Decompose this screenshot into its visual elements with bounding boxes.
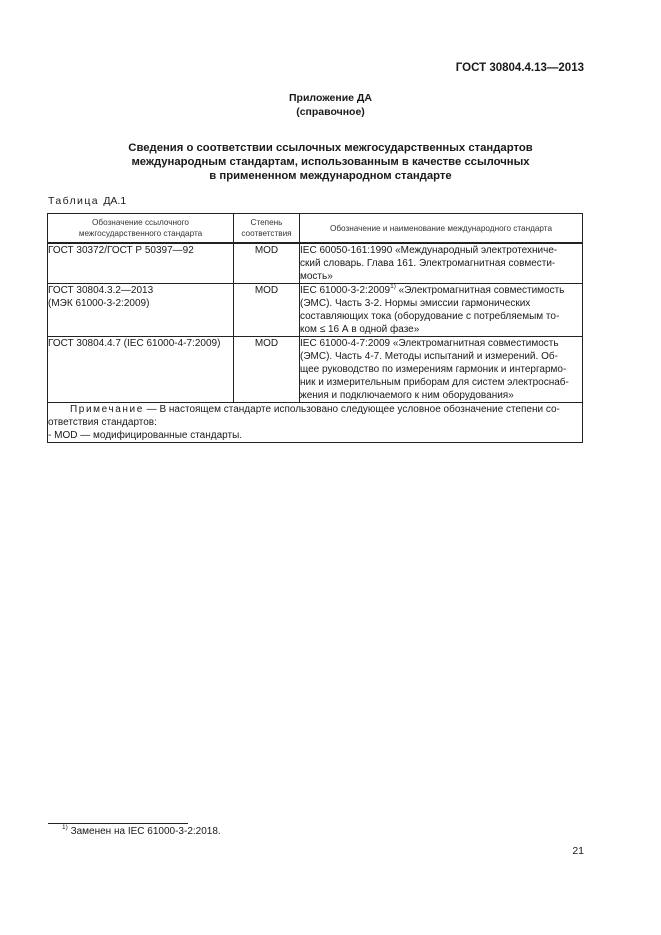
interstate-standard-cell: ГОСТ 30804.3.2—2013 (МЭК 61000-3-2:2009) bbox=[48, 284, 234, 337]
degree-cell: MOD bbox=[234, 284, 300, 337]
header-cell-degree: Степень соответствия bbox=[234, 214, 300, 244]
table-row bbox=[48, 337, 583, 403]
table-row bbox=[48, 284, 583, 337]
table-caption-label: Таблица bbox=[48, 195, 99, 207]
document-code: ГОСТ 30804.4.13—2013 bbox=[455, 62, 584, 74]
interstate-standard-cell: ГОСТ 30372/ГОСТ Р 50397—92 bbox=[48, 243, 234, 284]
note-label: Примечание bbox=[70, 404, 144, 415]
footnote-divider bbox=[48, 823, 188, 824]
section-title bbox=[0, 141, 661, 183]
footnote bbox=[62, 826, 221, 837]
header-cell-international-standard: Обозначение и наименование международного стандарта bbox=[300, 214, 583, 244]
table-note-row bbox=[48, 403, 583, 443]
annex-heading bbox=[0, 91, 661, 119]
international-standard-cell: IEC 61000-3-2:2009$^{1)}$ «Электромагнитная совместимость (ЭМС). Часть 3-2. Нормы эмиссии гармонических составляющих тока (оборудование с потребляемым то- ком ≤ 16 А в одной фазе» bbox=[300, 284, 583, 337]
table-note: Примечание — В настоящем стандарте использовано следующее условное обозначение степени со- ответствия стандартов: - MOD — модифицированные стандарты. bbox=[48, 403, 583, 443]
international-standard-cell: IEC 60050-161:1990 «Международный электротехниче- ский словарь. Глава 161. Электромагнитная совмести- мость» bbox=[300, 243, 583, 284]
correspondence-table bbox=[47, 213, 583, 443]
annex-subtitle: (справочное) bbox=[296, 106, 365, 118]
interstate-standard-cell: ГОСТ 30804.4.7 (IEC 61000-4-7:2009) bbox=[48, 337, 234, 403]
annex-title: Приложение ДА bbox=[289, 92, 372, 104]
section-title-line: Сведения о соответствии ссылочных межгосударственных стандартов bbox=[128, 142, 533, 154]
section-title-line: в примененном международном стандарте bbox=[209, 170, 452, 182]
table-caption bbox=[48, 195, 126, 207]
footnote-reference: 1) bbox=[390, 283, 396, 290]
header-cell-interstate-standard: Обозначение ссылочного межгосударственного стандарта bbox=[48, 214, 234, 244]
degree-cell: MOD bbox=[234, 337, 300, 403]
degree-cell: MOD bbox=[234, 243, 300, 284]
footnote-mark: 1) bbox=[62, 824, 68, 831]
international-standard-cell: IEC 61000-4-7:2009 «Электромагнитная совместимость (ЭМС). Часть 4-7. Методы испытаний и измерений. Об- щее руководство по измерениям гармоник и интергармо- ник и измерительным приборам для систем электроснаб- жения и подключаемого к ним оборудования» bbox=[300, 337, 583, 403]
section-title-line: международным стандартам, использованным в качестве ссылочных bbox=[131, 156, 530, 168]
table-header-row bbox=[48, 214, 583, 244]
table-row bbox=[48, 243, 583, 284]
page-number: 21 bbox=[572, 845, 584, 857]
footnote-text: Заменен на IEC 61000-3-2:2018. bbox=[70, 826, 221, 837]
table-caption-number: ДА.1 bbox=[103, 195, 127, 207]
